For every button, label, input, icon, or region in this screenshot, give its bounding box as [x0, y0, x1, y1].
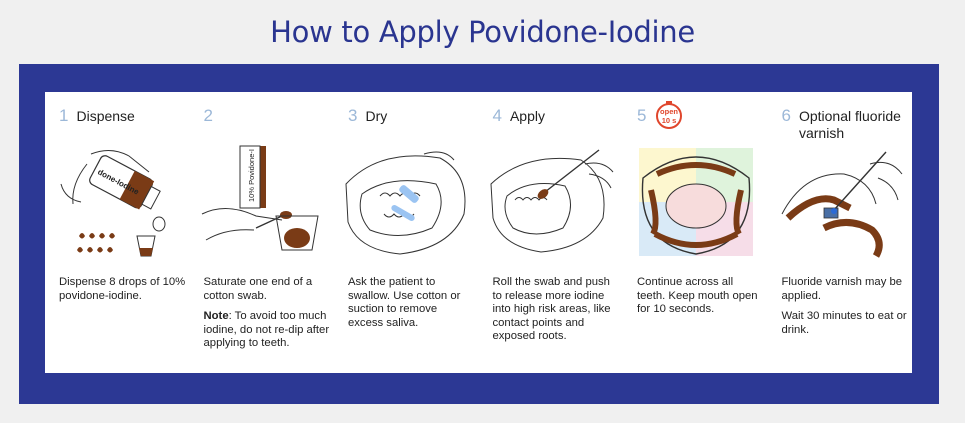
step-number: 1 [59, 106, 69, 125]
step-number: 3 [348, 106, 358, 125]
step-description: Roll the swab and push to release more iodine into high risk areas, like contact points and exposed roots. [492, 276, 611, 343]
step-title: Dry [365, 108, 388, 124]
step-description: Dispense 8 drops of 10% povidone-iodine. [59, 276, 186, 302]
step-description: Saturate one end of a cotton swab. [203, 276, 313, 302]
instruction-panel [45, 92, 912, 373]
step-3 [334, 92, 479, 373]
step-number: 4 [492, 106, 502, 125]
step-1 [45, 92, 190, 373]
step-number: 2 [203, 106, 213, 125]
step-number: 5 [637, 106, 647, 125]
note-text: : To avoid too much iodine, do not re-dip after applying to teeth. [203, 310, 330, 350]
step-description: Continue across all teeth. Keep mouth open for 10 seconds. [637, 276, 758, 316]
step-number: 6 [781, 106, 791, 125]
step-4 [479, 92, 624, 373]
step-title: Apply [509, 108, 545, 124]
cotton-swab-dip-icon [196, 144, 330, 262]
fluoride-varnish-brush-icon [774, 144, 908, 262]
step-description: Ask the patient to swallow. Use cotton or suction to remove excess saliva. [348, 276, 461, 329]
iodine-bottle-dropper-icon [51, 144, 185, 262]
svg-text:open: open [660, 107, 679, 116]
step-note [204, 310, 331, 351]
step-description-2: Wait 30 minutes to eat or drink. [781, 310, 907, 336]
timer-icon [654, 100, 684, 130]
step-description: Fluoride varnish may be applied. [781, 276, 903, 302]
step-title: Optional fluoride varnish [798, 108, 901, 141]
swab-apply-teeth-icon [485, 144, 619, 262]
note-label: Note [203, 310, 229, 323]
mouth-dry-icon [340, 144, 474, 262]
svg-text:done-Iodine: done-Iodine [96, 167, 141, 197]
step-6 [768, 92, 913, 373]
step-5 [623, 92, 768, 373]
open-mouth-quadrants-icon [629, 144, 763, 262]
step-title: Dispense [76, 108, 135, 124]
step-2 [190, 92, 335, 373]
svg-text:10% Povidone-I: 10% Povidone-I [246, 149, 256, 202]
page-title: How to Apply Povidone-Iodine [270, 15, 695, 49]
svg-text:10 s: 10 s [662, 116, 677, 125]
